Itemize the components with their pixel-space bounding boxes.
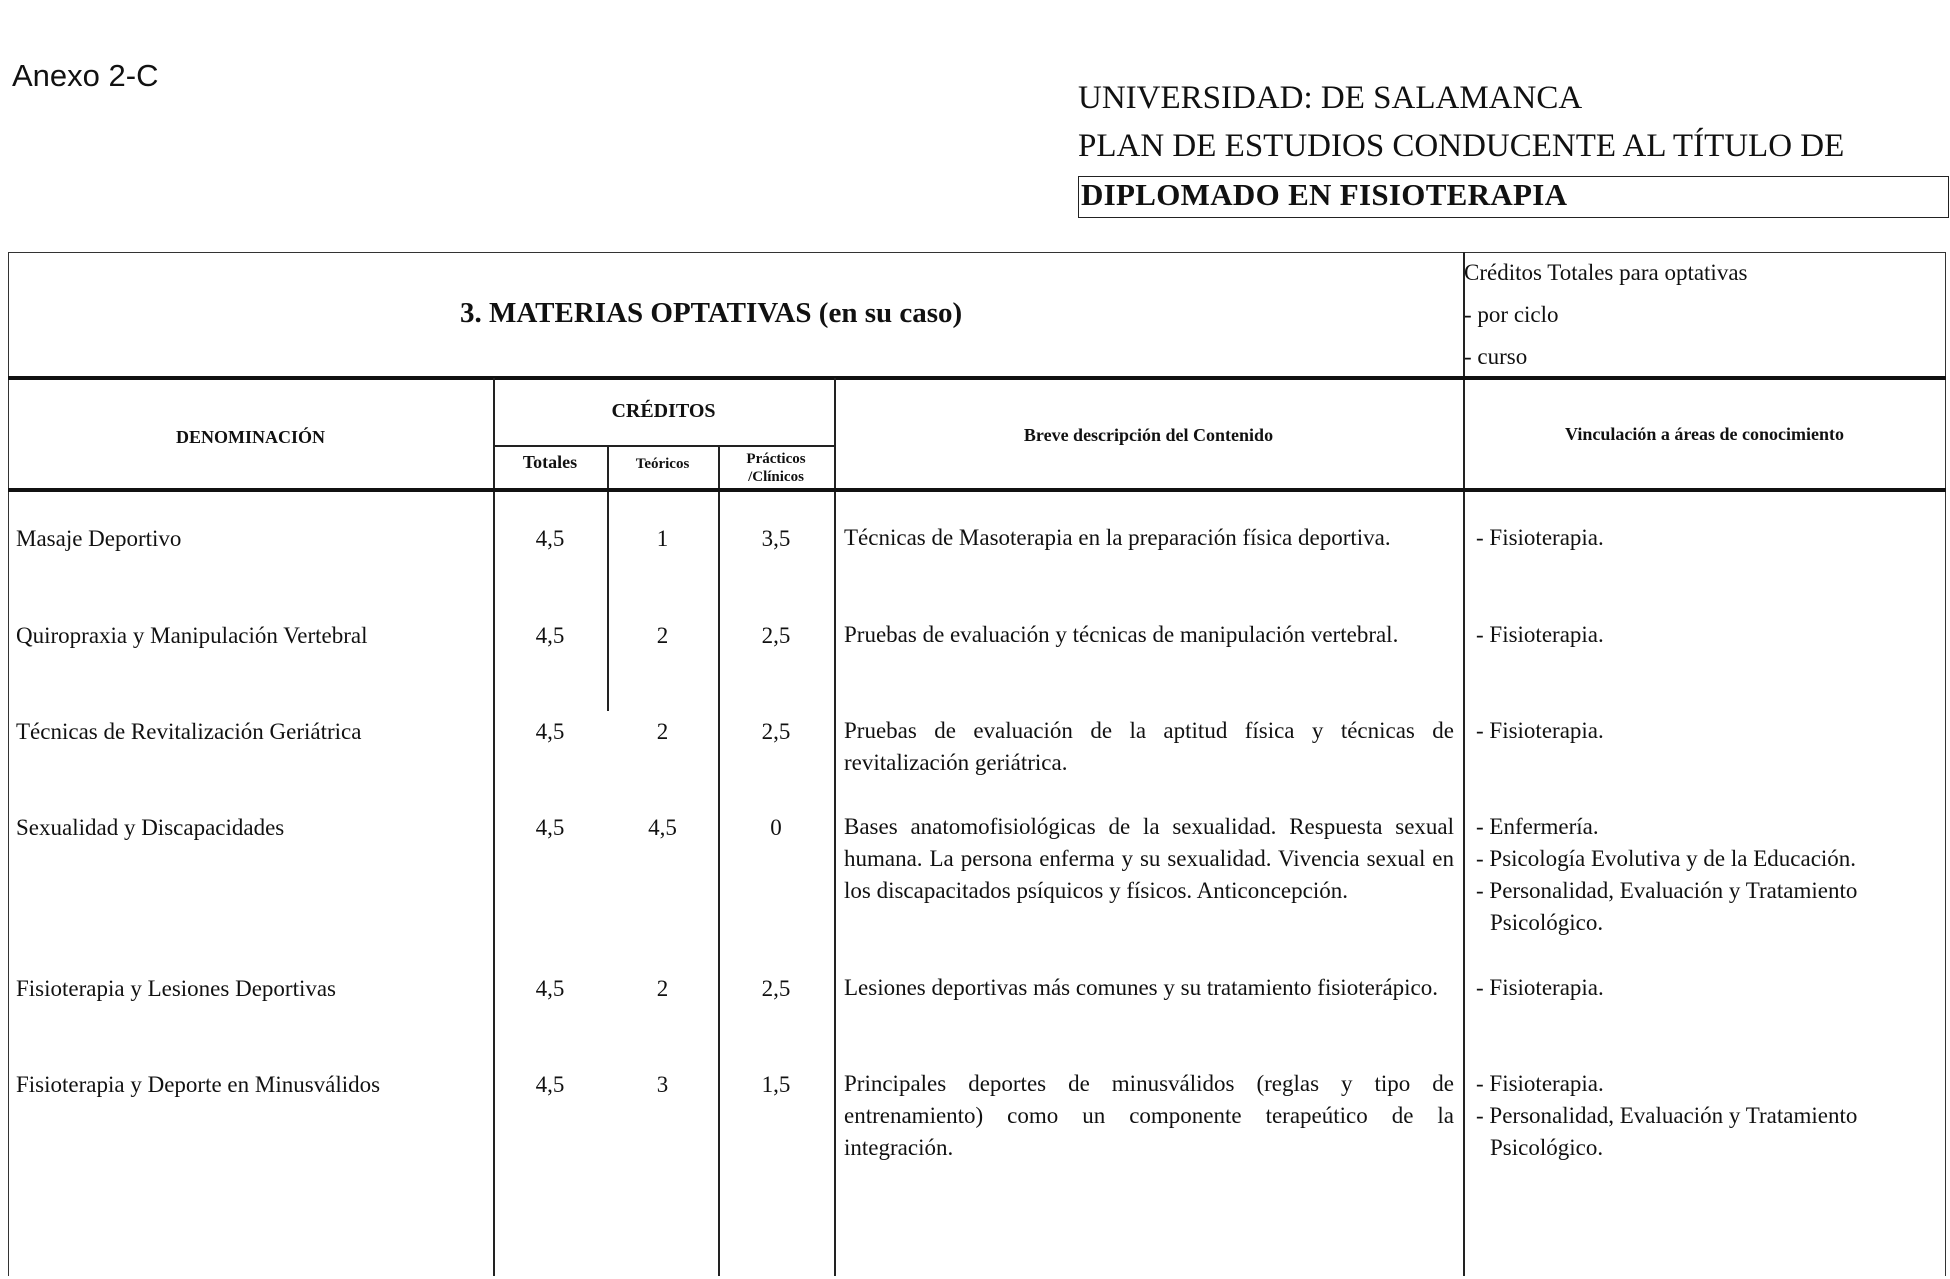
content-description: Principales deportes de minusválidos (reglas y tipo de entrenamiento) como un componente terapeútico de la integración.: [844, 1071, 1454, 1160]
column-divider: [1463, 252, 1465, 1276]
credits-practice: 2,5: [761, 976, 791, 1001]
credits-theory: 3: [656, 1072, 669, 1097]
content-description: Bases anatomofisiológicas de la sexualidad. Respuesta sexual humana. La persona enferma y su sexualidad. Vivencia sexual en los discapacitados psíquicos y físicos. Anticoncepción.: [844, 814, 1454, 903]
annex-label: Anexo 2-C: [12, 58, 159, 93]
column-header-credits: CRÉDITOS: [611, 400, 716, 422]
subject-name: Fisioterapia y Lesiones Deportivas: [16, 976, 337, 1001]
subject-name: Fisioterapia y Deporte en Minusválidos: [16, 1072, 381, 1097]
credits-subheader-rule: [493, 445, 834, 447]
credits-total: 4,5: [535, 976, 565, 1001]
column-header-theory: Teóricos: [635, 456, 690, 472]
university-name: UNIVERSIDAD: DE SALAMANCA: [1078, 80, 1583, 116]
knowledge-areas: [1476, 619, 1946, 651]
university-header: [1078, 74, 1844, 170]
knowledge-area: - Fisioterapia.: [1476, 718, 1604, 743]
subject-name: Masaje Deportivo: [16, 526, 182, 551]
knowledge-areas: [1476, 715, 1946, 747]
subject-name: Técnicas de Revitalización Geriátrica: [16, 719, 362, 744]
knowledge-area: - Fisioterapia.: [1476, 975, 1604, 1000]
column-header-name: DENOMINACIÓN: [175, 427, 325, 447]
knowledge-areas: [1476, 522, 1946, 554]
knowledge-area: - Fisioterapia.: [1476, 622, 1604, 647]
knowledge-area: - Enfermería.: [1476, 814, 1599, 839]
content-description: Lesiones deportivas más comunes y su tratamiento fisioterápico.: [844, 975, 1439, 1000]
section-title: 3. MATERIAS OPTATIVAS (en su caso): [460, 297, 963, 329]
subject-name: Sexualidad y Discapacidades: [16, 815, 285, 840]
credits-theory: 2: [656, 719, 669, 744]
knowledge-area: - Psicología Evolutiva y de la Educación.: [1476, 846, 1857, 871]
content-description: Técnicas de Masoterapia en la preparación física deportiva.: [844, 525, 1391, 550]
credits-total: 4,5: [535, 1072, 565, 1097]
credits-practice: 0: [770, 815, 782, 840]
content-description: Pruebas de evaluación y técnicas de manipulación vertebral.: [844, 622, 1399, 647]
credits-theory: 2: [656, 976, 669, 1001]
credits-total: 4,5: [535, 526, 565, 551]
column-divider: [607, 445, 609, 711]
optional-credits-line: - por ciclo: [1464, 302, 1559, 327]
credits-theory: 4,5: [648, 815, 677, 840]
column-header-practice: [718, 450, 834, 486]
credits-theory: 1: [656, 526, 669, 551]
header-bottom-rule: [8, 488, 1946, 492]
credits-practice: 3,5: [761, 526, 791, 551]
credits-total: 4,5: [535, 719, 565, 744]
optional-credits-line: - curso: [1464, 344, 1528, 369]
knowledge-areas: [1476, 811, 1946, 939]
credits-practice: 2,5: [761, 623, 791, 648]
knowledge-area: - Personalidad, Evaluación y Tratamiento Psicológico.: [1476, 1103, 1858, 1160]
knowledge-area: - Personalidad, Evaluación y Tratamiento Psicológico.: [1476, 878, 1858, 935]
credits-total: 4,5: [535, 623, 565, 648]
column-divider: [834, 378, 836, 1276]
column-header-total: Totales: [522, 452, 578, 472]
knowledge-areas: [1476, 972, 1946, 1004]
column-header-practice-line: Prácticos: [746, 451, 806, 467]
column-header-areas: Vinculación a áreas de conocimiento: [1565, 424, 1844, 444]
column-header-practice-line: /Clínicos: [748, 469, 804, 485]
subject-name: Quiropraxia y Manipulación Vertebral: [16, 623, 368, 648]
knowledge-area: - Fisioterapia.: [1476, 525, 1604, 550]
credits-practice: 1,5: [761, 1072, 791, 1097]
column-divider: [718, 445, 720, 1276]
content-description: Pruebas de evaluación de la aptitud física y técnicas de revitalización geriátrica.: [844, 718, 1454, 775]
knowledge-area: - Fisioterapia.: [1476, 1071, 1604, 1096]
header-top-rule: [8, 376, 1946, 380]
credits-theory: 2: [656, 623, 669, 648]
knowledge-areas: [1476, 1068, 1946, 1164]
optional-credits-box: [1464, 252, 1747, 378]
optional-credits-line: Créditos Totales para optativas: [1464, 260, 1748, 285]
credits-total: 4,5: [535, 815, 565, 840]
degree-title: DIPLOMADO EN FISIOTERAPIA: [1081, 177, 1568, 212]
degree-box: [1078, 176, 1949, 218]
credits-practice: 2,5: [761, 719, 791, 744]
study-plan-title: PLAN DE ESTUDIOS CONDUCENTE AL TÍTULO DE: [1078, 128, 1845, 164]
column-header-description: Breve descripción del Contenido: [1023, 425, 1274, 445]
